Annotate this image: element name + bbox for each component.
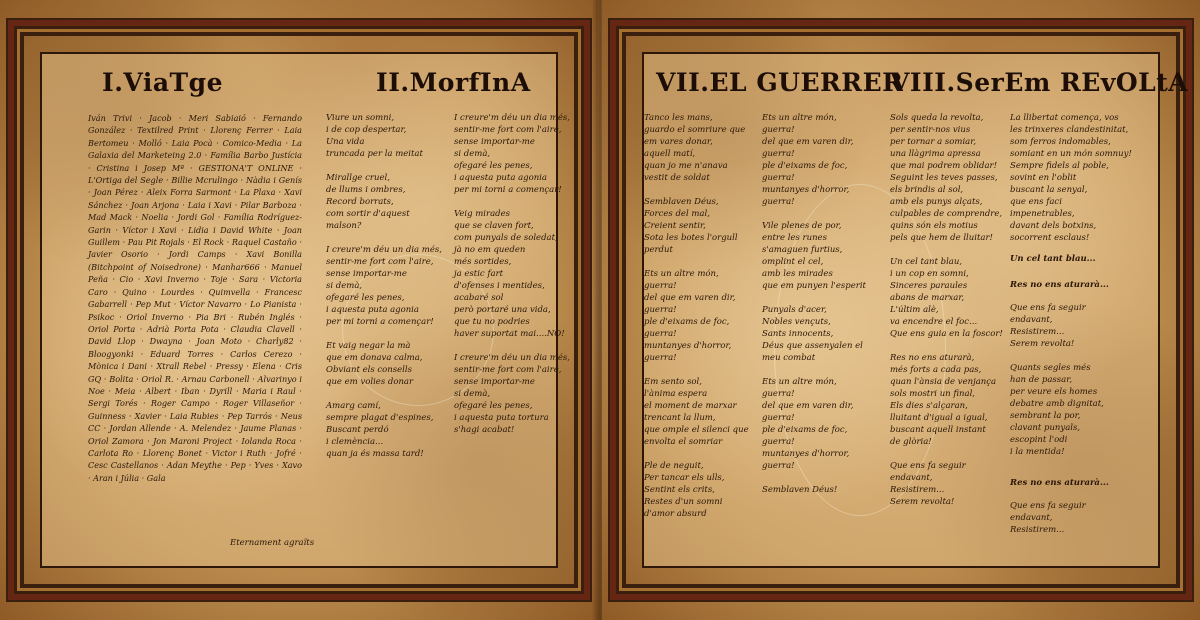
chorus-line: Res no ens aturarà... (1010, 280, 1109, 290)
track-title-revolta: VIII.SerEm REvOLtA (890, 68, 1189, 97)
lyrics-column: La llibertat comença, vos les trinxeres clandestinitat, som ferros indomables, somiant en un món somnuy! Sempre fidels al poble, sovint en l'oblit buscant la senyal, que ens faci impenetrables, davant dels botxins, socorrent esclaus! (1010, 113, 1132, 243)
thanks-names-list: Iván Trivi · Jacob · Meri Sabiaió · Fernando González · Textilred Print · Llorenç Ferrer · Laia Bertomeu · Molló · Laia Pocà · Comico-Media · La Galaxia del Marketeing 2.0 · Família Barbo Justícia · Cristina i Josep Mª · GESTIONA'T ONLINE · L'Ortiga del Segle · Billie Mcrulingo · Nàdia i Genís · Joan Pérez · Aleix Forra Sarmont · La Plaxa · Xavi Sánchez · Joan Arjona · Laia i Xavi · Pilar Barboza · Mad Mack · Noelia · Jordi Gol · Família Rodríguez-Garin · Víctor i Xavi · Lidia i David White · Joan Guillem · Pau Pit Rojals · El Rock · Raquel Castaño · Javier Osorio · Jordi Camps · Xavi Bonilla (Bitchpoint of Noisedrone) · Manhar666 · Manuel Peña · Cio · Xavi Inverno · Toje · Sara · Victoria Caro · Quino · Lourdes · Quimvella · Francesc Gabarrell · Pep Mut · Víctor Navarro · Lo Pianista · Psikoc · Oriol Inverno · Pia Bri · Rubén Inglés · Oriol Porta · Adrià Porta Pota · Claudia Clavell · David Llop · Dwayna · Joan Moto · Charly82 · Bloogyonki · Eduard Torres · Carlos Cerezo · Mònica i Dani · Xtrall Rebel · Pressy · Elena · Cris GQ · Bolita · Oriol R. · Arnau Carbonell · Alvarinyo i Noe · Meia · Albert · Iban · Dyrill · Maria i Raul · Sergi Torés · Roger Campo · Roger Villaseñor · Guinness · Xavier · Laia Rubies · Pep Tarrós · Neus CC · Jordan Allende · A. Melendez · Jaume Planas · Oriol Zamora · Jon Maroni Project · Iolanda Roca · Carlota Ro · Llorenç Bonet · Victor i Ruth · Jofré · Cesc Castellanos · Adan Meythe · Pep · Yves · Xavo · Aran i Júlia · Gala (88, 113, 302, 483)
lyrics-column: I creure'm déu un dia més, sentir-me fort com l'aire, sense importar-me si demà, ofegaré les penes, i aquesta puta agonia per mi torni a començar! Veig mirades que se claven fort, com punyals de soledat, jà no em queden més sortides, ja estic fart d'ofenses i mentides, acabaré sol però portaré una vida, que tu no podries haver suportat mai....NO! I creure'm déu un dia més, sentir-me fort com l'aire, sense importar-me si demà, ofegaré les penes, i aquesta puta tortura s'hagi acabat! (454, 113, 570, 435)
signature-text: Eternament agraïts (230, 538, 315, 548)
track-title-guerrer: VII.EL GUERRER (656, 68, 904, 97)
chorus-line: Un cel tant blau... (1010, 254, 1096, 264)
booklet-right-page (602, 0, 1200, 620)
track-title-morfina: II.MorfInA (376, 68, 531, 97)
lyrics-column: Que ens fa seguir endavant, Resistirem... (1010, 501, 1086, 535)
lyrics-column: Sols queda la revolta, per sentir-nos vius per tornar a somiar, una llàgrima apressa que mai podrem oblidar! Seguint les teves passes, els brindis al sol, amb els punys alçats, culpables de comprendre, quins són els motius pels que hem de lluitar! Un cel tant blau, i un cop en somni, Sinceres paraules abans de marxar, L'últim alè, va encendre el foc... Que ens guia en la foscor! Res no ens aturarà, més forts a cada pas, quan l'ànsia de venjança sols mostri un final, Els dies s'alçaran, lluitant d'igual a igual, buscant aquell instant de glòria! Que ens fa seguir endavant, Resistirem... Serem revolta! (890, 113, 1003, 507)
chorus-line: Res no ens aturarà... (1010, 478, 1109, 488)
lyrics-column: Tanco les mans, guardo el somriure que em vares donar, aquell matí, quan jo me n'anava vestit de soldat Semblaven Déus, Forces del mal, Creient sentir, Sota les botes l'orgull perdut Ets un altre món, guerra! del que em varen dir, guerra! ple d'eixams de foc, guerra! muntanyes d'horror, guerra! Em sento sol, l'ànima espera el moment de marxar trencant la llum, que omple el silenci que envolta el somriar Ple de neguit, Per tancar els ulls, Sentint els crits, Restes d'un somni d'amor absurd (644, 113, 749, 519)
lyrics-column: Ets un altre món, guerra! del que em varen dir, guerra! ple d'eixams de foc, guerra! muntanyes d'horror, guerra! Vile plenes de por, entre les runes s'amaguen furtius, omplint el cel, amb les mirades que em punyen l'esperit Punyals d'acer, Nobles vençuts, Sants innocents, Déus que assenyalen el meu combat Ets un altre món, guerra! del que em varen dir, guerra! ple d'eixams de foc, guerra! muntanyes d'horror, guerra! Semblaven Déus! (762, 113, 866, 495)
parchment-panel (40, 52, 570, 568)
track-title-viatge: I.ViaTge (102, 68, 224, 97)
lyrics-column: Que ens fa seguir endavant, Resistirem... Serem revolta! Quants segles més han de passar, per veure els homes debatre amb dignitat, sembrant la por, clavant punyals, escopint l'odi i la mentida! (1010, 303, 1104, 457)
booklet-left-page (0, 0, 598, 620)
lyrics-column: Viure un somni, i de cop despertar, Una vida truncada per la meitat Mirallge cruel, de llums i ombres, Record borrats, com sortir d'aquest malson? I creure'm déu un dia més, sentir-me fort com l'aire, sense importar-me si demà, ofegaré les penes, i aquesta puta agonia per mi torni a començar! Et vaig negar la mà que em donava calma, Obviant els consells que em volies donar Amarg camí, sempre plagat d'espines, Buscant perdó i clemència... quan ja és massa tard! (326, 113, 442, 459)
parchment-panel (642, 52, 1189, 568)
